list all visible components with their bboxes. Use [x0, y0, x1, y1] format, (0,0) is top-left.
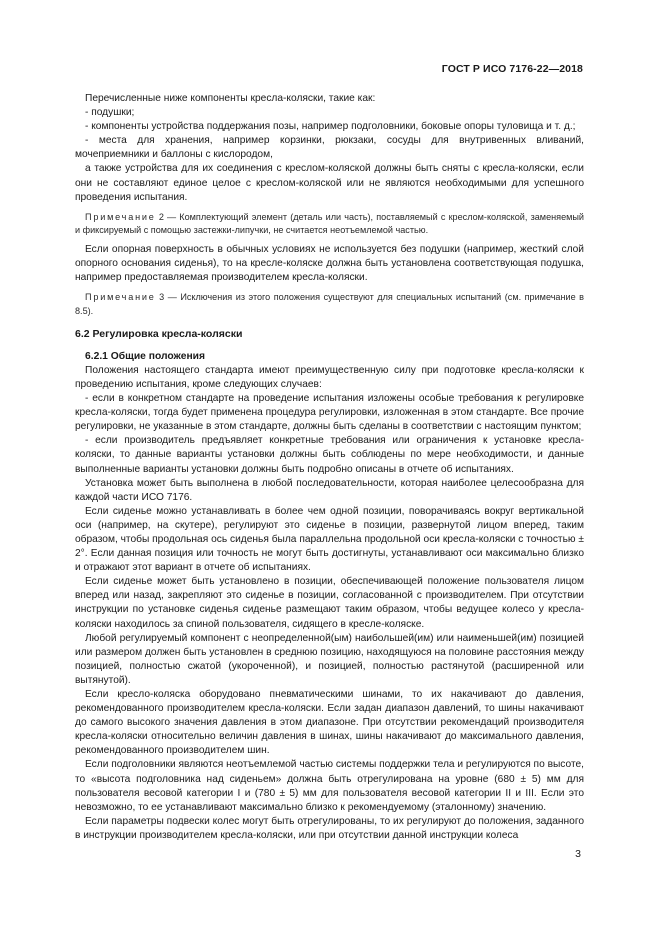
note-label: Примечание — [85, 211, 156, 222]
document-body — [75, 92, 584, 843]
list-item: - если в конкретном стандарте на проведение испытания изложены особые требования к регулировке кресла-коляски, тогда будет применена процедура регулировки, изложенная в этом стандарте. Все прочие регулировки, не указанные в этом стандарте, должны быть сделаны в соответствии с настоящим пунктом; — [75, 393, 584, 433]
subsection-title: 6.2.1 Общие положения — [85, 350, 205, 362]
paragraph: Если сиденье может быть установлено в позиции, обеспечивающей положение пользователя лицом вперед или назад, закрепляют это сиденье в позиции, согласованной с производителем. При отсутствии инструкции по установке сиденья сиденье размещают таким образом, чтобы ведущее колесо у кресла-коляски находилось за спиной пользователя, сидящего в кресле-коляске. — [75, 576, 584, 630]
paragraph: а также устройства для их соединения с креслом-коляской должны быть сняты с кресла-коляски, если они не составляют единое целое с креслом-коляской или не являются необходимыми для успешного проведения испытания. — [75, 163, 584, 203]
list-item: - подушки; — [85, 107, 135, 119]
page-number: 3 — [575, 848, 581, 860]
note-3 — [75, 291, 584, 317]
section-title: 6.2 Регулировка кресла-коляски — [75, 327, 243, 340]
paragraph: Если подголовники являются неотъемлемой частью системы поддержки тела и регулируются по высоте, то «высота подголовника над сиденьем» должна быть отрегулирована на уровне (680 ± 5) мм для пользователя весовой категории I и (780 ± 5) мм для пользователя весовой категории II и III. Если это невозможно, то ее устанавливают максимально близко к рекомендуемому (эталонному) значению. — [75, 759, 584, 813]
paragraph: Установка может быть выполнена в любой последовательности, которая наиболее целесообразна для каждой части ИСО 7176. — [75, 477, 584, 503]
list-item: - если производитель предъявляет конкретные требования или ограничения к установке кресла-коляски, то данные варианты установки должны быть соблюдены по мере необходимости, и данные выполненные варианты установки должны быть подробно описаны в отчете об испытаниях. — [75, 435, 584, 475]
paragraph: Любой регулируемый компонент с неопределенной(ым) наибольшей(им) или наименьшей(им) позицией или размером должен быть установлен в среднюю позицию, находящуюся на половине расстояния между позицией, полностью сжатой (укороченной), и позицией, полностью растянутой (расширенной или вытянутой). — [75, 632, 584, 686]
intro-paragraph: Перечисленные ниже компоненты кресла-коляски, такие как: — [85, 93, 376, 104]
note-text: 3 — Исключения из этого положения существуют для специальных испытаний (см. примечание в 8.5). — [75, 292, 584, 316]
note-label: Примечание — [85, 292, 156, 303]
paragraph: Если сиденье можно устанавливать в более чем одной позиции, поворачиваясь вокруг вертикальной оси (например, на скутере), регулируют это сиденье в позиции, развернутой лицом вперед, таким образом, чтобы продольная ось сиденья была параллельна продольной оси кресла-коляски с точностью ± 2°. Если данная позиция или точность не могут быть достигнуты, устанавливают оси максимально близко и отражают этот вариант в отчете об испытаниях. — [75, 505, 584, 574]
note-2 — [75, 211, 584, 237]
paragraph: Положения настоящего стандарта имеют преимущественную силу при подготовке кресла-коляски к проведению испытания, кроме следующих случаев: — [75, 364, 584, 390]
note-text: 2 — Комплектующий элемент (деталь или часть), поставляемый с креслом-коляской, заменяемый и фиксируемый с помощью застежки-липучки, не считается неотъемлемой частью. — [75, 211, 584, 235]
paragraph: Если опорная поверхность в обычных условиях не используется без подушки (например, жесткий слой опорного основания сиденья), то на кресле-коляске должна быть установлена соответствующая подушка, например предоставляемая производителем кресла-коляски. — [75, 244, 584, 284]
list-item: - места для хранения, например корзинки, рюкзаки, сосуды для внутривенных вливаний, мочеприемники и баллоны с кислородом, — [75, 135, 584, 161]
document-code-header: ГОСТ Р ИСО 7176-22—2018 — [441, 63, 583, 75]
paragraph: Если параметры подвески колес могут быть отрегулированы, то их регулируют до положения, заданного в инструкции производителем кресла-коляски, или при отсутствии данной инструкции колеса — [75, 815, 584, 841]
list-item: - компоненты устройства поддержания позы, например подголовники, боковые опоры туловища и т. д.; — [85, 121, 576, 133]
paragraph: Если кресло-коляска оборудовано пневматическими шинами, то их накачивают до давления, рекомендованного производителем кресла-коляски. Если задан диапазон давлений, то шины накачивают до самого высокого значения давления в этом диапазоне. При отсутствии рекомендаций производителя кресла-коляски относительно величин давления в шинах, шины накачивают до максимального давления, рекомендованного производителем шин. — [75, 689, 584, 757]
